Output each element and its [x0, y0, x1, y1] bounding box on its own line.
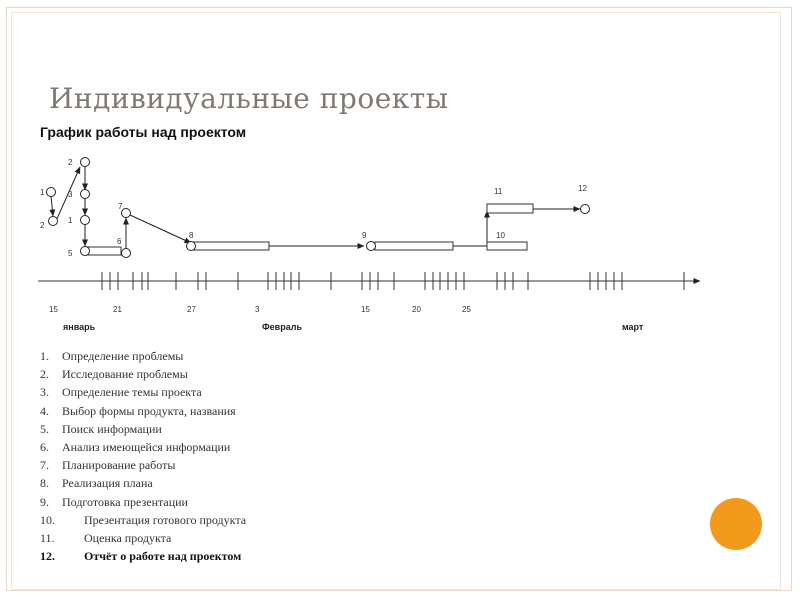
activity-bar-9 — [375, 242, 453, 250]
legend-number: 6. — [40, 439, 49, 454]
legend-item — [40, 511, 246, 529]
legend-text: Презентация готового продукта — [84, 512, 247, 527]
node-5 — [81, 247, 90, 256]
orange-circle-button[interactable] — [710, 498, 762, 550]
legend-item — [40, 529, 246, 547]
node-1b — [81, 216, 90, 225]
node-3 — [81, 190, 90, 199]
legend-number: 4. — [40, 403, 49, 418]
legend-text: Планирование работы — [62, 458, 176, 473]
edge-1-to-2 — [51, 196, 53, 216]
node-label-11: 11 — [494, 187, 503, 196]
month-label-january: январь — [63, 322, 96, 332]
node-label-9: 9 — [362, 231, 367, 240]
node-8 — [187, 242, 196, 251]
node-label-1: 1 — [40, 188, 45, 197]
legend-item — [40, 547, 246, 565]
legend-number: 11. — [40, 530, 55, 545]
date-label-21: 21 — [113, 305, 122, 314]
legend-number: 3. — [40, 385, 49, 400]
activity-bar-10 — [487, 242, 527, 250]
date-label-20: 20 — [412, 305, 421, 314]
legend-item — [40, 402, 246, 420]
activity-legend — [40, 347, 246, 565]
legend-number: 12. — [40, 549, 55, 564]
legend-item — [40, 383, 246, 401]
legend-item — [40, 438, 246, 456]
node-label-7: 7 — [118, 202, 123, 211]
legend-number: 7. — [40, 458, 49, 473]
node-label-10: 10 — [496, 231, 505, 240]
date-label-15-feb: 15 — [361, 305, 370, 314]
legend-text: Оценка продукта — [84, 530, 172, 545]
date-label-27: 27 — [187, 305, 196, 314]
legend-text: Подготовка презентации — [62, 494, 188, 509]
node-label-8: 8 — [189, 231, 194, 240]
node-label-6: 6 — [117, 237, 122, 246]
legend-text: Выбор формы продукта, названия — [62, 403, 236, 418]
legend-number: 2. — [40, 367, 49, 382]
node-2 — [49, 217, 58, 226]
legend-item — [40, 420, 246, 438]
month-label-february: Февраль — [262, 322, 302, 332]
chart-subtitle: График работы над проектом — [40, 124, 247, 140]
date-label-25: 25 — [462, 305, 471, 314]
node-1 — [47, 188, 56, 197]
activity-bar-8 — [191, 242, 269, 250]
legend-text: Исследование проблемы — [62, 367, 188, 382]
node-7 — [122, 209, 131, 218]
legend-number: 9. — [40, 494, 49, 509]
legend-number: 5. — [40, 421, 49, 436]
legend-text: Определение темы проекта — [62, 385, 202, 400]
activity-bar-11 — [487, 204, 533, 213]
node-top — [81, 158, 90, 167]
legend-text: Реализация плана — [62, 476, 153, 491]
legend-text: Определение проблемы — [62, 349, 184, 363]
legend-item — [40, 347, 246, 365]
activity-bar-5 — [85, 247, 121, 255]
legend-item — [40, 456, 246, 474]
node-label-1b: 1 — [68, 216, 73, 225]
legend-item — [40, 365, 246, 383]
legend-text: Анализ имеющейся информации — [62, 439, 231, 454]
legend-number: 8. — [40, 476, 49, 491]
edge-7-to-8 — [130, 215, 191, 243]
month-label-march: март — [622, 322, 644, 332]
node-label-5: 5 — [68, 249, 73, 258]
node-6 — [122, 249, 131, 258]
node-12 — [581, 205, 590, 214]
legend-number: 10. — [40, 512, 55, 527]
date-label-3: 3 — [255, 305, 260, 314]
legend-number: 1. — [40, 349, 49, 363]
node-label-2-top: 2 — [68, 158, 73, 167]
date-label-15-jan: 15 — [49, 305, 58, 314]
legend-item — [40, 493, 246, 511]
legend-item — [40, 474, 246, 492]
node-label-12: 12 — [578, 184, 587, 193]
legend-text: Поиск информации — [62, 421, 162, 436]
node-9 — [367, 242, 376, 251]
node-label-3: 3 — [68, 190, 73, 199]
legend-text: Отчёт о работе над проектом — [84, 549, 242, 564]
slide-title: Индивидуальные проекты — [49, 82, 449, 115]
node-label-2: 2 — [40, 221, 45, 230]
